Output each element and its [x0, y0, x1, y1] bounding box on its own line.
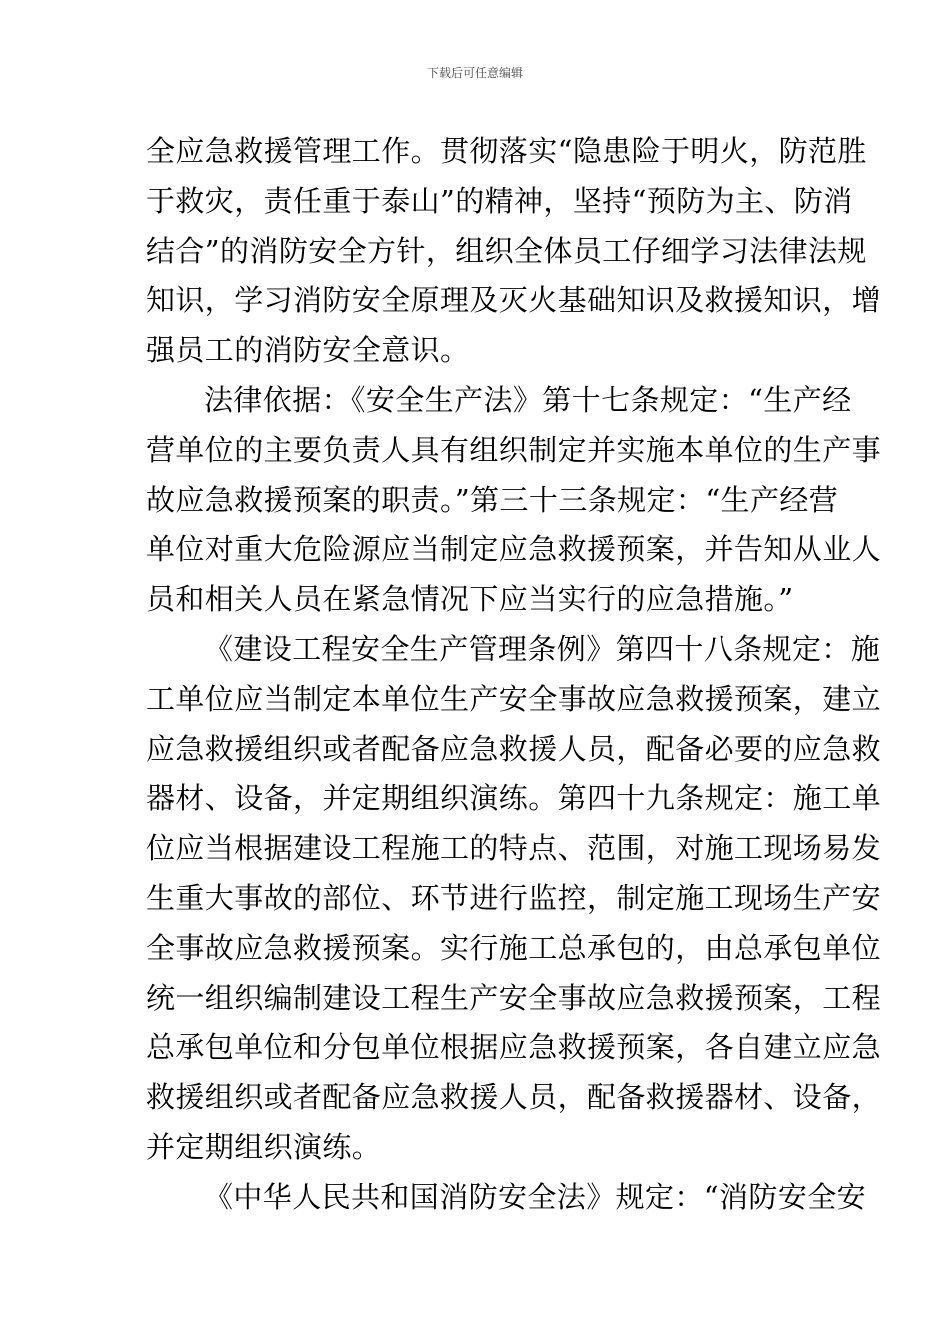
paragraph-start-line: 法律依据：《安全生产法》第十七条规定：“生产经	[204, 382, 852, 417]
text-line: 知识，学习消防安全原理及灭火基础知识及救援知识，增	[146, 283, 882, 318]
text-line: 单位对重大危险源应当制定应急救援预案，并告知从业人	[146, 532, 882, 567]
text-line: 全事故应急救援预案。实行施工总承包的，由总承包单位	[146, 930, 882, 965]
text-line: 员和相关人员在紧急情况下应当实行的应急措施。”	[146, 582, 794, 617]
document-body	[146, 127, 882, 1223]
text-line: 位应当根据建设工程施工的特点、范围，对施工现场易发	[146, 831, 882, 866]
text-line: 营单位的主要负责人具有组织制定并实施本单位的生产事	[146, 432, 882, 467]
paragraph-start-line: 《建设工程安全生产管理条例》第四十八条规定：施	[204, 631, 881, 666]
text-line: 器材、设备，并定期组织演练。第四十九条规定：施工单	[146, 781, 882, 816]
paragraph-start-line: 《中华人民共和国消防安全法》规定：“消防安全安	[204, 1179, 867, 1214]
text-line: 工单位应当制定本单位生产安全事故应急救援预案，建立	[146, 681, 882, 716]
text-line: 并定期组织演练。	[146, 1129, 382, 1164]
text-line: 总承包单位和分包单位根据应急救援预案，各自建立应急	[146, 1030, 882, 1065]
page-header-note: 下载后可任意编辑	[426, 66, 523, 80]
text-line: 生重大事故的部位、环节进行监控，制定施工现场生产安	[146, 880, 882, 915]
text-line: 于救灾，责任重于泰山”的精神，坚持“预防为主、防消	[146, 183, 853, 218]
text-line: 强员工的消防安全意识。	[146, 333, 470, 368]
text-line: 应急救援组织或者配备应急救援人员，配备必要的应急救	[146, 731, 882, 766]
text-line: 统一组织编制建设工程生产安全事故应急救援预案，工程	[146, 980, 882, 1015]
text-line: 结合”的消防安全方针，组织全体员工仔细学习法律法规	[146, 233, 867, 268]
text-line: 救援组织或者配备应急救援人员，配备救援器材、设备，	[146, 1080, 882, 1115]
text-line: 故应急救援预案的职责。”第三十三条规定：“生产经营	[146, 482, 839, 517]
text-line: 全应急救援管理工作。贯彻落实“隐患险于明火，防范胜	[146, 134, 867, 168]
